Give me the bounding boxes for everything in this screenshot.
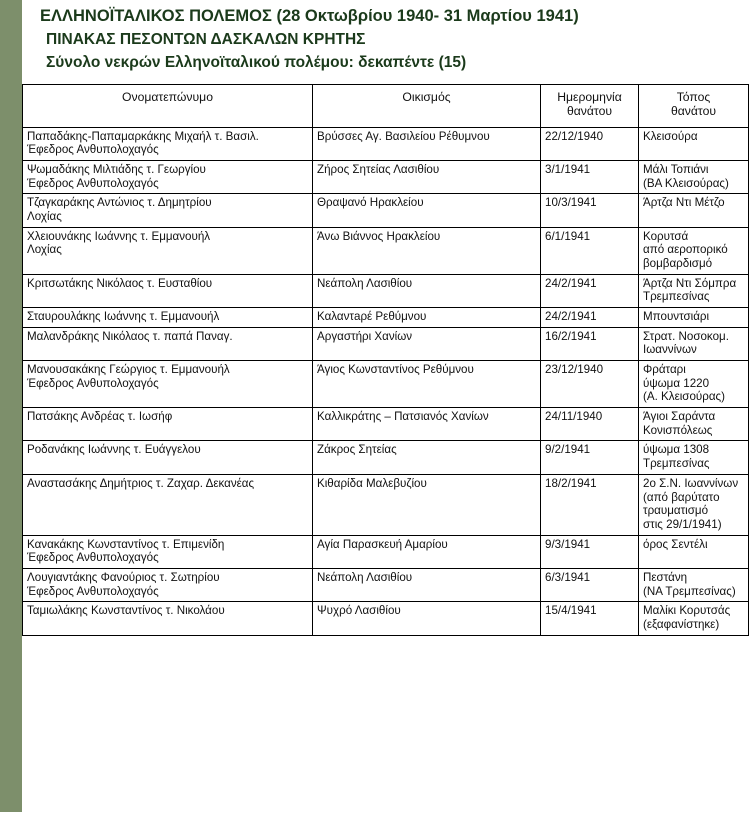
cell-line: 9/3/1941 [545, 537, 591, 551]
cell-line: 22/12/1940 [545, 129, 604, 143]
cell-line: στις 29/1/1941) [643, 517, 722, 531]
cell-line: 16/2/1941 [545, 329, 597, 343]
cell-date [541, 474, 639, 535]
cell-line: (Α. Κλεισούρας) [643, 390, 725, 404]
cell-line: Κλεισούρα [643, 129, 698, 143]
cell-line: βομβαρδισμό [643, 257, 713, 271]
cell-line: Κριτσωτάκης Νικόλαος τ. Ευσταθίου [27, 276, 213, 290]
cell-name [23, 408, 313, 441]
cell-line: Κορυτσά [643, 229, 689, 243]
cell-death-place [639, 408, 749, 441]
cell-name [23, 127, 313, 160]
cell-line: Ζήρος Σητείας Λασιθίου [317, 163, 440, 177]
cell-place [313, 568, 541, 601]
cell-line: Μάλι Τοπιάνι [643, 163, 709, 177]
cell-place [313, 535, 541, 568]
table-row [23, 408, 749, 441]
cell-line: τραυματισμό [643, 504, 709, 518]
cell-line: 10/3/1941 [545, 196, 597, 210]
cell-place [313, 308, 541, 328]
cell-line: Έφεδρος Ανθυπολοχαγός [27, 551, 159, 565]
table-row [23, 474, 749, 535]
cell-name [23, 227, 313, 274]
left-decorative-band [0, 0, 22, 818]
cell-place [313, 602, 541, 635]
cell-line: Έφεδρος Ανθυπολοχαγός [27, 176, 159, 190]
cell-date [541, 274, 639, 307]
page-title-line-1: ΕΛΛΗΝΟΪΤΑΛΙΚΟΣ ΠΟΛΕΜΟΣ (28 Οκτωβρίου 1940- 31 Μαρτίου 1941) [40, 7, 579, 25]
cell-place [313, 441, 541, 474]
cell-line: Ψωμαδάκης Μιλτιάδης τ. Γεωργίου [27, 163, 206, 177]
cell-line: 23/12/1940 [545, 363, 604, 377]
cell-line: Μπουντσιάρι [643, 310, 710, 324]
cell-line: Μανουσακάκης Γεώργιος τ. Εμμανουήλ [27, 363, 230, 377]
cell-death-place [639, 227, 749, 274]
cell-line: Λουγιαντάκης Φανούριος τ. Σωτηρίου [27, 570, 220, 584]
table-row [23, 327, 749, 360]
cell-line: Τζαγκαράκης Αντώνιος τ. Δημητρίου [27, 196, 212, 210]
cell-line: ύψωμα 1220 [643, 376, 710, 390]
cell-name [23, 194, 313, 227]
column-header-date [541, 84, 639, 127]
cell-place [313, 127, 541, 160]
cell-name [23, 308, 313, 328]
cell-line: 15/4/1941 [545, 604, 597, 618]
cell-line: Φράταρι [643, 363, 686, 377]
cell-death-place [639, 535, 749, 568]
column-header-place [313, 84, 541, 127]
table-row [23, 441, 749, 474]
cell-line: Μαλίκι Κορυτσάς [643, 604, 731, 618]
cell-line: Καλλικράτης – Πατσιανός Χανίων [317, 410, 489, 424]
page-title-line-2: ΠΙΝΑΚΑΣ ΠΕΣΟΝΤΩΝ ΔΑΣΚΑΛΩΝ ΚΡΗΤΗΣ [46, 31, 366, 49]
table-row [23, 535, 749, 568]
cell-death-place [639, 474, 749, 535]
cell-death-place [639, 568, 749, 601]
cell-line: Αναστασάκης Δημήτριος τ. Ζαχαρ. Δεκανέας [27, 476, 255, 490]
cell-date [541, 127, 639, 160]
cell-place [313, 327, 541, 360]
column-header-line: Ονοματεπώνυμο [122, 89, 213, 104]
cell-place [313, 408, 541, 441]
cell-line: 9/2/1941 [545, 443, 591, 457]
cell-line: Άρτζα Ντι Μέτζο [643, 196, 725, 210]
table-row [23, 161, 749, 194]
cell-line: 2ο Σ.Ν. Ιωαννίνων [643, 476, 739, 490]
cell-line: Νεάπολη Λασιθίου [317, 570, 413, 584]
cell-line: Ιωαννίνων [643, 343, 697, 357]
cell-line: (εξαφανίστηκε) [643, 617, 720, 631]
cell-death-place [639, 194, 749, 227]
table-header-row [23, 84, 749, 127]
column-header-line: θανάτου [566, 104, 613, 119]
cell-line: 18/2/1941 [545, 476, 597, 490]
cell-line: Στρατ. Νοσοκομ. [643, 329, 729, 343]
cell-line: Αργαστήρι Χανίων [317, 329, 413, 343]
cell-line: Πατσάκης Ανδρέας τ. Ιωσήφ [27, 410, 173, 424]
cell-line: 24/2/1941 [545, 276, 597, 290]
table-row [23, 127, 749, 160]
cell-line: Κιθαρίδα Μαλεβυζίου [317, 476, 427, 490]
cell-line: Άγιος Κωνσταντίνος Ρεθύμνου [317, 363, 474, 377]
cell-date [541, 568, 639, 601]
cell-line: (ΒΑ Κλεισούρας) [643, 176, 729, 190]
cell-line: Ταμιωλάκης Κωνσταντίνος τ. Νικολάου [27, 604, 225, 618]
cell-line: Σταυρουλάκης Ιωάννης τ. Εμμανουήλ [27, 310, 220, 324]
column-header-line: Οικισμός [402, 89, 451, 104]
table-body [23, 127, 749, 635]
cell-line: Νεάπολη Λασιθίου [317, 276, 413, 290]
cell-name [23, 441, 313, 474]
cell-date [541, 602, 639, 635]
cell-line: Λοχίας [27, 243, 62, 257]
cell-date [541, 535, 639, 568]
cell-line: από αεροπορικό [643, 243, 728, 257]
casualties-table [22, 84, 749, 636]
cell-death-place [639, 602, 749, 635]
bottom-margin [0, 812, 750, 818]
cell-line: Πεστάνη [643, 570, 688, 584]
cell-line: 24/11/1940 [545, 410, 603, 424]
cell-line: (ΝΑ Τρεμπεσίνας) [643, 584, 736, 598]
cell-line: 3/1/1941 [545, 163, 591, 177]
cell-place [313, 274, 541, 307]
cell-line: Ροδανάκης Ιωάννης τ. Ευάγγελου [27, 443, 201, 457]
cell-line: Ζάκρος Σητείας [317, 443, 397, 457]
cell-line: Καλαντaρέ Ρεθύμνου [317, 310, 427, 324]
cell-name [23, 274, 313, 307]
cell-name [23, 535, 313, 568]
cell-name [23, 161, 313, 194]
cell-line: όρος Σεντέλι [643, 537, 708, 551]
document-content [22, 0, 750, 818]
cell-date [541, 408, 639, 441]
cell-line: Παπαδάκης-Παπαμαρκάκης Μιχαήλ τ. Βασιλ. [27, 129, 259, 143]
cell-line: Έφεδρος Ανθυπολοχαγός [27, 376, 159, 390]
cell-line: Χλειουνάκης Ιωάννης τ. Εμμανουήλ [27, 229, 211, 243]
cell-line: Κονισπόλεως [643, 423, 713, 437]
cell-line: Βρύσσες Αγ. Βασιλείου Ρέθυμνου [317, 129, 490, 143]
table-row [23, 602, 749, 635]
cell-line: Έφεδρος Ανθυπολοχαγός [27, 584, 159, 598]
cell-date [541, 308, 639, 328]
cell-death-place [639, 327, 749, 360]
table-row [23, 227, 749, 274]
cell-name [23, 568, 313, 601]
column-header-name [23, 84, 313, 127]
document-header [22, 0, 750, 77]
cell-death-place [639, 308, 749, 328]
cell-date [541, 327, 639, 360]
cell-line: Άγιοι Σαράντα [643, 410, 716, 424]
cell-line: Άνω Βιάννος Ηρακλείου [317, 229, 441, 243]
cell-death-place [639, 127, 749, 160]
table-header [23, 84, 749, 127]
cell-line: ύψωμα 1308 [643, 443, 710, 457]
cell-line: 6/3/1941 [545, 570, 591, 584]
cell-place [313, 161, 541, 194]
cell-line: Κανακάκης Κωνσταντίνος τ. Επιμενίδη [27, 537, 225, 551]
column-header-line: Τόπος [676, 89, 711, 104]
cell-name [23, 474, 313, 535]
cell-date [541, 194, 639, 227]
column-header-line: Ημερομηνία [557, 89, 622, 104]
cell-date [541, 441, 639, 474]
cell-name [23, 327, 313, 360]
cell-death-place [639, 274, 749, 307]
cell-date [541, 227, 639, 274]
cell-line: Τρεμπεσίνας [643, 457, 710, 471]
cell-place [313, 474, 541, 535]
table-row [23, 194, 749, 227]
table-row [23, 274, 749, 307]
cell-place [313, 361, 541, 408]
cell-date [541, 361, 639, 408]
cell-line: Άρτζα Ντι Σόμπρα [643, 276, 737, 290]
cell-line: Τρεμπεσίνας [643, 290, 710, 304]
cell-line: Μαλανδράκης Νικόλαος τ. παπά Παναγ. [27, 329, 233, 343]
table-row [23, 361, 749, 408]
cell-place [313, 194, 541, 227]
column-header-line: θανάτου [670, 104, 717, 119]
column-header-death-place [639, 84, 749, 127]
table-row [23, 568, 749, 601]
cell-death-place [639, 161, 749, 194]
cell-line: Αγία Παρασκευή Αμαρίου [317, 537, 448, 551]
cell-line: Θραψανό Ηρακλείου [317, 196, 424, 210]
cell-place [313, 227, 541, 274]
cell-name [23, 361, 313, 408]
cell-line: 6/1/1941 [545, 229, 591, 243]
cell-line: 24/2/1941 [545, 310, 597, 324]
cell-name [23, 602, 313, 635]
cell-death-place [639, 441, 749, 474]
cell-line: (από βαρύτατο [643, 490, 720, 504]
cell-line: Έφεδρος Ανθυπολοχαγός [27, 143, 159, 157]
table-row [23, 308, 749, 328]
cell-death-place [639, 361, 749, 408]
cell-line: Ψυχρό Λασιθίου [317, 604, 401, 618]
cell-date [541, 161, 639, 194]
cell-line: Λοχίας [27, 210, 62, 224]
page-title-line-3: Σύνολο νεκρών Ελληνοϊταλικού πολέμου: δεκαπέντε (15) [46, 54, 467, 72]
